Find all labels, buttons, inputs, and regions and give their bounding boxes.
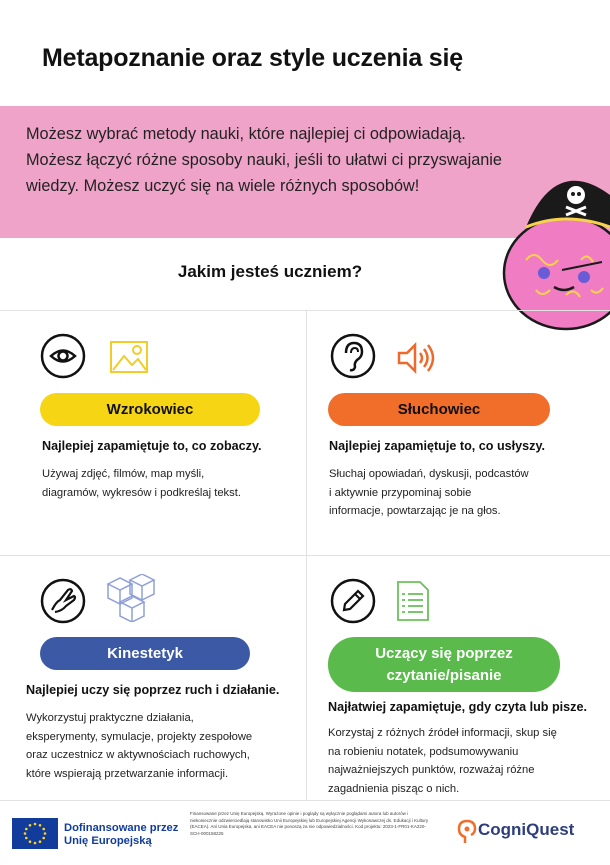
cogniquest-logo-icon (456, 817, 478, 845)
visual-learner-description (42, 465, 241, 502)
eu-funding-line: Dofinansowane przez (64, 822, 179, 834)
document-icon (396, 580, 430, 622)
description-line: najważniejszych punktów, rozważaj różne (328, 764, 535, 776)
description-line: diagramów, wykresów i podkreślaj tekst. (42, 486, 241, 499)
kinesthetic-learner-badge: Kinestetyk (40, 637, 250, 670)
grid-divider-vertical (306, 310, 307, 800)
visual-learner-badge: Wzrokowiec (40, 393, 260, 426)
eu-funding-line: Unię Europejską (64, 835, 152, 847)
description-line: Słuchaj opowiadań, dyskusji, podcastów (329, 468, 529, 480)
speaker-icon (396, 341, 436, 375)
read-write-learner-badge (328, 637, 560, 692)
description-line: Korzystaj z różnych źródeł informacji, skup się (328, 727, 557, 739)
image-icon (109, 340, 149, 374)
grid-divider-middle (0, 555, 610, 556)
description-line: informacje, powtarzając je na głos. (329, 505, 501, 517)
auditory-learner-description (329, 465, 529, 521)
visual-learner-lead: Najlepiej zapamiętuje to, co zobaczy. (42, 439, 262, 453)
kinesthetic-learner-lead: Najlepiej uczy się poprzez ruch i działanie. (26, 683, 280, 697)
read-write-learner-description (328, 724, 557, 798)
badge-line: czytanie/pisanie (386, 666, 502, 684)
hand-icon (40, 578, 86, 624)
eye-icon (40, 333, 86, 379)
ear-icon (330, 333, 376, 379)
read-write-learner-lead: Najłatwiej zapamiętuje, gdy czyta lub pisze. (328, 700, 587, 714)
intro-line: Możesz łączyć różne sposoby nauki, jeśli to ułatwi ci przyswajanie (26, 151, 502, 169)
description-line: Wykorzystuj praktyczne działania, (26, 712, 194, 724)
description-line: które wspierają przetwarzanie informacji. (26, 767, 229, 780)
description-line: eksperymenty, symulacje, projekty zespołowe (26, 730, 253, 743)
intro-line: Możesz wybrać metody nauki, które najlepiej ci odpowiadają. (26, 125, 466, 143)
description-line: oraz uczestnicz w aktywnościach ruchowych, (26, 749, 250, 761)
intro-line: wiedzy. Możesz uczyć się na wiele różnych sposobów! (26, 177, 420, 195)
pencil-icon (330, 578, 376, 624)
badge-line: Uczący się poprzez (375, 644, 513, 662)
cogniquest-logo: CogniQuest (478, 820, 575, 839)
intro-text (26, 121, 546, 199)
grid-divider-bottom (0, 800, 610, 801)
grid-divider-top (0, 310, 610, 311)
eu-disclaimer: Finansowane przez Unię Europejską. Wyrażone opinie i poglądy są wyłącznie poglądami autora lub autorów i niekoniecznie odzwierciedlają stanowisko Unii Europejskiej lub Europejskiej Agencji Wykonawczej ds. Edukacji i Kultury (EACEA). Ani Unia Europejska, ani EACEA nie ponoszą za nie odpowiedzialności. Kod projektu: 2023-1-FR01-KA220-SCH-000158225 (190, 811, 429, 836)
question-heading: Jakim jesteś uczniem? (177, 262, 363, 281)
eu-funding-label (64, 822, 178, 848)
page-title: Metapoznanie oraz style uczenia się (42, 44, 463, 72)
eu-flag-icon (12, 818, 58, 849)
description-line: i aktywnie przypominaj sobie (329, 486, 472, 499)
description-line: na robieniu notatek, podsumowywaniu (328, 745, 519, 758)
auditory-learner-lead: Najlepiej zapamiętuje to, co usłyszy. (329, 439, 546, 453)
description-line: zagadnienia pisząc o nich. (328, 782, 460, 795)
description-line: Używaj zdjęć, filmów, map myśli, (42, 468, 205, 480)
kinesthetic-learner-description (26, 709, 252, 783)
auditory-learner-badge: Słuchowiec (328, 393, 550, 426)
cubes-icon (104, 574, 156, 622)
